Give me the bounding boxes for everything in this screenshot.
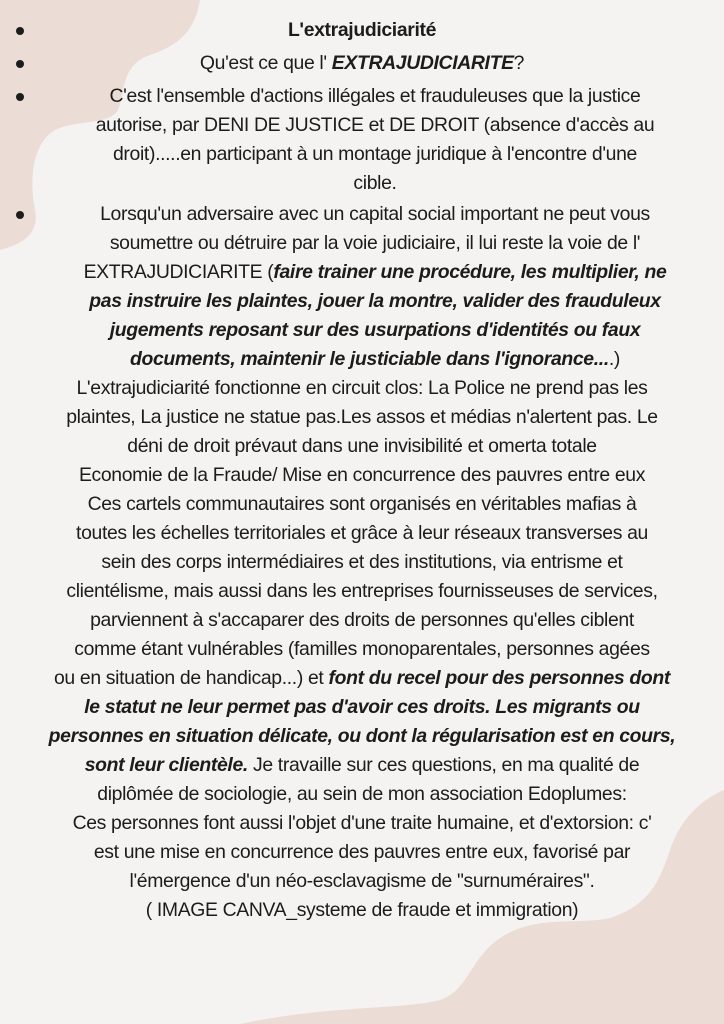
body-emphasis-line: le statut ne leur permet pas d'avoir ces droits. Les migrants ou — [84, 696, 640, 718]
definition-line: cible. — [353, 172, 397, 194]
adversary-line — [26, 345, 724, 374]
body-line: plaintes, La justice ne statue pas.Les assos et médias n'alertent pas. Le — [66, 406, 658, 428]
body-line: l'émergence d'un néo-esclavagisme de "surnuméraires". — [129, 870, 595, 892]
question-emphasis: EXTRAJUDICIARITE — [331, 52, 514, 74]
adversary-emphasis-line: jugements reposant sur des usurpations d'identités ou faux — [109, 319, 641, 341]
body-text: ou en situation de handicap...) et — [53, 667, 329, 689]
definition-line: droit).....en participant à un montage juridique à l'encontre d'une — [112, 143, 637, 165]
body-line: est une mise en concurrence des pauvres entre eux, favorisé par — [93, 841, 631, 863]
body-line: Ces cartels communautaires sont organisés en véritables mafias à — [87, 493, 637, 515]
body-line — [0, 664, 724, 693]
adversary-emphasis: faire trainer une procédure, les multiplier, ne — [273, 261, 667, 283]
body-line: Ces personnes font aussi l'objet d'une traite humaine, et d'extorsion: c' — [72, 812, 652, 834]
body-line: comme étant vulnérables (familles monoparentales, personnes agées — [74, 638, 650, 660]
question-line — [0, 49, 724, 78]
bullet-icon — [16, 211, 24, 219]
body-line: diplômée de sociologie, au sein de mon association Edoplumes: — [97, 783, 627, 805]
body-line: clientélisme, mais aussi dans les entreprises fournisseuses de services, — [66, 580, 658, 602]
question-suffix: ? — [513, 52, 525, 74]
adversary-suffix: .) — [608, 348, 621, 370]
adversary-emphasis-line: pas instruire les plaintes, jouer la montre, valider des frauduleux — [89, 290, 661, 312]
image-caption: ( IMAGE CANVA_systeme de fraude et immigration) — [145, 899, 579, 921]
body-emphasis: font du recel pour des personnes dont — [328, 667, 670, 689]
body-line: Economie de la Fraude/ Mise en concurrence des pauvres entre eux — [78, 464, 646, 486]
body-line — [0, 751, 724, 780]
adversary-prefix: EXTRAJUDICIARITE ( — [83, 261, 274, 283]
body-emphasis: sont leur clientèle. — [84, 754, 248, 776]
adversary-emphasis: documents, maintenir le justiciable dans l'ignorance... — [129, 348, 609, 370]
body-line: déni de droit prévaut dans une invisibilité et omerta totale — [127, 435, 597, 457]
body-line: toutes les échelles territoriales et grâce à leur réseaux transverses au — [76, 522, 648, 544]
adversary-line: soumettre ou détruire par la voie judiciaire, il lui reste la voie de l' — [109, 232, 641, 254]
bullet-icon — [16, 93, 24, 101]
definition-line: autorise, par DENI DE JUSTICE et DE DROIT (absence d'accès au — [95, 114, 655, 136]
body-emphasis-line: personnes en situation délicate, ou dont la régularisation est en cours, — [48, 725, 676, 747]
body-text: Je travaille sur ces questions, en ma qualité de — [247, 754, 640, 776]
adversary-line: Lorsqu'un adversaire avec un capital social important ne peut vous — [100, 203, 650, 225]
adversary-line — [26, 258, 724, 287]
definition-line: C'est l'ensemble d'actions illégales et frauduleuses que la justice — [109, 85, 641, 107]
document-title: L'extrajudiciarité — [287, 19, 437, 41]
body-line: parviennent à s'accaparer des droits de personnes qu'elles ciblent — [90, 609, 634, 631]
question-prefix: Qu'est ce que l' — [199, 52, 332, 74]
body-line: L'extrajudiciarité fonctionne en circuit clos: La Police ne prend pas les — [76, 377, 648, 399]
body-line: sein des corps intermédiaires et des institutions, via entrisme et — [101, 551, 623, 573]
